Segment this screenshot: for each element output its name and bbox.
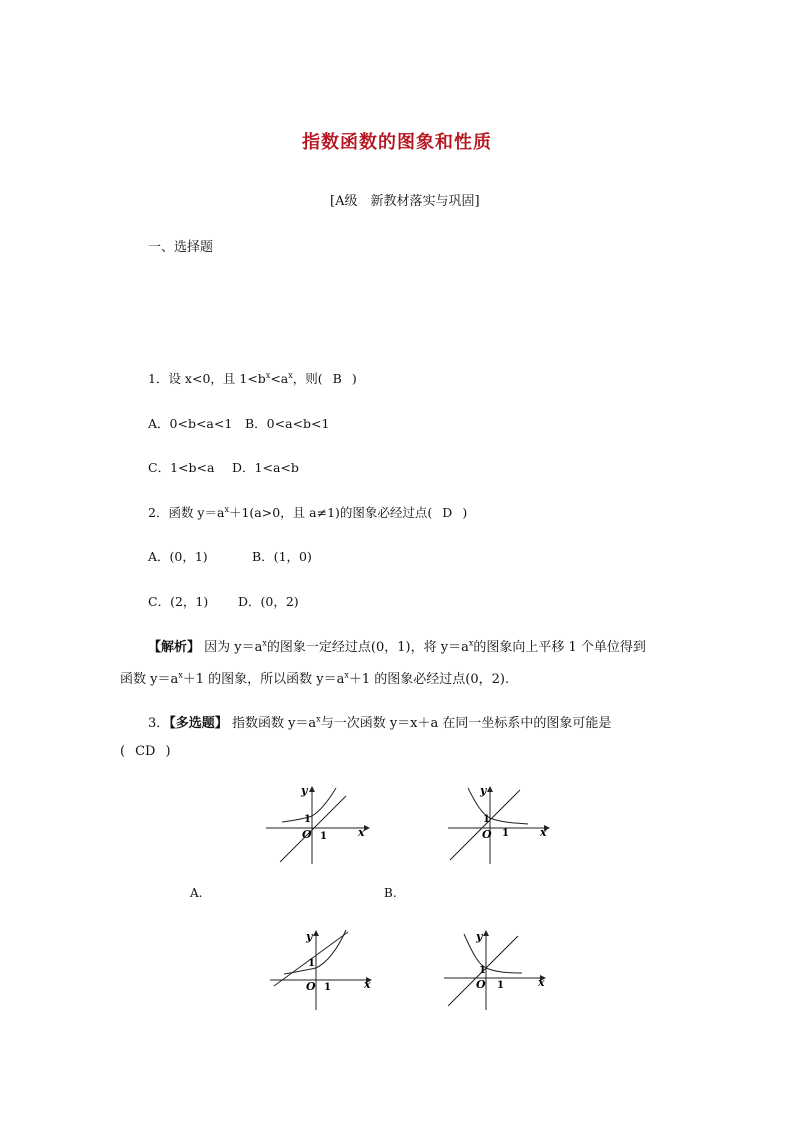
q2-stem: 2．函数 y＝a [148, 505, 225, 520]
q1-option-b: B．0<a<b<1 [245, 416, 330, 431]
analysis-line-1 [148, 636, 646, 655]
analysis-sup-2: x [468, 638, 474, 648]
graph-d-x-label: x [538, 976, 545, 989]
graph-a-x-label: x [358, 826, 365, 839]
graph-b-line [450, 790, 520, 860]
q3-tag: 【多选题】 [169, 716, 228, 731]
q1-option-a: A．0<b<a<1 [148, 416, 233, 431]
graph-d-origin-label: O [476, 978, 486, 991]
q3-stem-b: 与一次函数 y＝x＋a 在同一坐标系中的图象可能是 [320, 716, 612, 731]
graph-a-x-arrow [364, 825, 370, 831]
analysis-l2-a: 函数 y＝a [120, 672, 179, 687]
graph-c-origin-label: O [306, 980, 316, 993]
q3-answer-line [120, 744, 171, 759]
q1-stem-mid: <a [270, 371, 289, 386]
q3-num: 3． [148, 716, 170, 731]
graph-c-x-one: 1 [324, 982, 331, 993]
page-title: 指数函数的图象和性质 [302, 132, 492, 153]
analysis-l1-a: 因为 y＝a [204, 640, 263, 655]
q1-answer: B [332, 371, 342, 386]
graph-d-exp-curve [464, 934, 522, 973]
q2-option-c: C．(2，1) [148, 594, 209, 609]
graph-b-x-one: 1 [502, 828, 509, 839]
q1-option-d: D．1<a<b [232, 460, 299, 475]
graph-b-x-label: x [540, 826, 547, 839]
question-2-stem [148, 503, 467, 521]
analysis-l1-b: 的图象一定经过点(0，1)，将 y＝a [266, 640, 469, 655]
q2-option-b: B．(1，0) [252, 549, 312, 564]
q3-answer: CD [135, 744, 156, 759]
q2-stem-post: ＋1(a>0，且 a≠1)的图象必经过点( [228, 505, 433, 520]
q3-open: ( [120, 744, 126, 759]
analysis-l2-b: ＋1 的图象，所以函数 y＝a [182, 672, 345, 687]
analysis-sup-4: x [344, 670, 349, 680]
graph-a-y-one: 1 [304, 814, 311, 825]
q3-close: ) [165, 744, 171, 759]
graph-a-origin-label: O [302, 828, 312, 841]
analysis-line-2 [120, 668, 509, 687]
graph-b-label: B. [384, 886, 397, 900]
graph-c-exp-curve [284, 930, 346, 974]
graph-c-y-one: 1 [308, 958, 315, 969]
graph-d-x-one: 1 [497, 980, 504, 991]
graph-b-origin-label: O [482, 828, 492, 841]
graph-a [266, 784, 370, 864]
graph-d-y-one: 1 [479, 965, 486, 976]
level-heading: [A级 新教材落实与巩固] [330, 194, 480, 209]
graph-a-y-arrow [309, 786, 315, 792]
q1-stem-post: ，则( [292, 371, 323, 386]
graph-a-y-label: y [301, 784, 308, 797]
analysis-sup-1: x [262, 638, 267, 648]
analysis-l1-c: 的图象向上平移 1 个单位得到 [473, 640, 646, 655]
analysis-l2-c: ＋1 的图象必经过点(0，2). [348, 672, 510, 687]
graph-b [448, 784, 552, 864]
graph-a-x-one: 1 [320, 831, 327, 842]
graph-a-line [280, 796, 346, 862]
graph-c-y-label: y [306, 930, 313, 943]
graph-c-x-label: x [364, 978, 371, 991]
q1-close: ) [351, 371, 357, 386]
graph-b-y-arrow [487, 786, 493, 792]
q2-answer: D [442, 505, 453, 520]
q3-sup: x [316, 714, 321, 724]
q1-option-c: C．1<b<a [148, 460, 215, 475]
q2-close: ) [462, 505, 468, 520]
q3-stem-a: 指数函数 y＝a [231, 716, 317, 731]
graph-c-y-arrow [313, 930, 319, 936]
graph-b-y-one: 1 [483, 814, 490, 825]
graph-b-exp-curve [468, 788, 528, 824]
graph-d [444, 928, 548, 1010]
q2-option-d: D．(0，2) [238, 594, 299, 609]
analysis-sup-3: x [178, 670, 183, 680]
q2-sup: x [224, 504, 229, 514]
graph-a-label: A. [190, 886, 203, 900]
graph-c [270, 928, 374, 1010]
q1-sup-1: x [265, 370, 271, 380]
analysis-tag: 【解析】 [148, 640, 201, 655]
graph-d-y-arrow [483, 930, 489, 936]
question-3-stem [148, 712, 611, 731]
q2-option-a: A．(0，1) [148, 549, 208, 564]
section-heading: 一、选择题 [148, 240, 214, 255]
graph-b-y-label: y [480, 784, 487, 797]
graph-d-y-label: y [476, 930, 483, 943]
q1-stem-pre: 1．设 x<0，且 1<b [148, 371, 266, 386]
q1-sup-2: x [288, 370, 293, 380]
question-1-stem [148, 369, 357, 387]
